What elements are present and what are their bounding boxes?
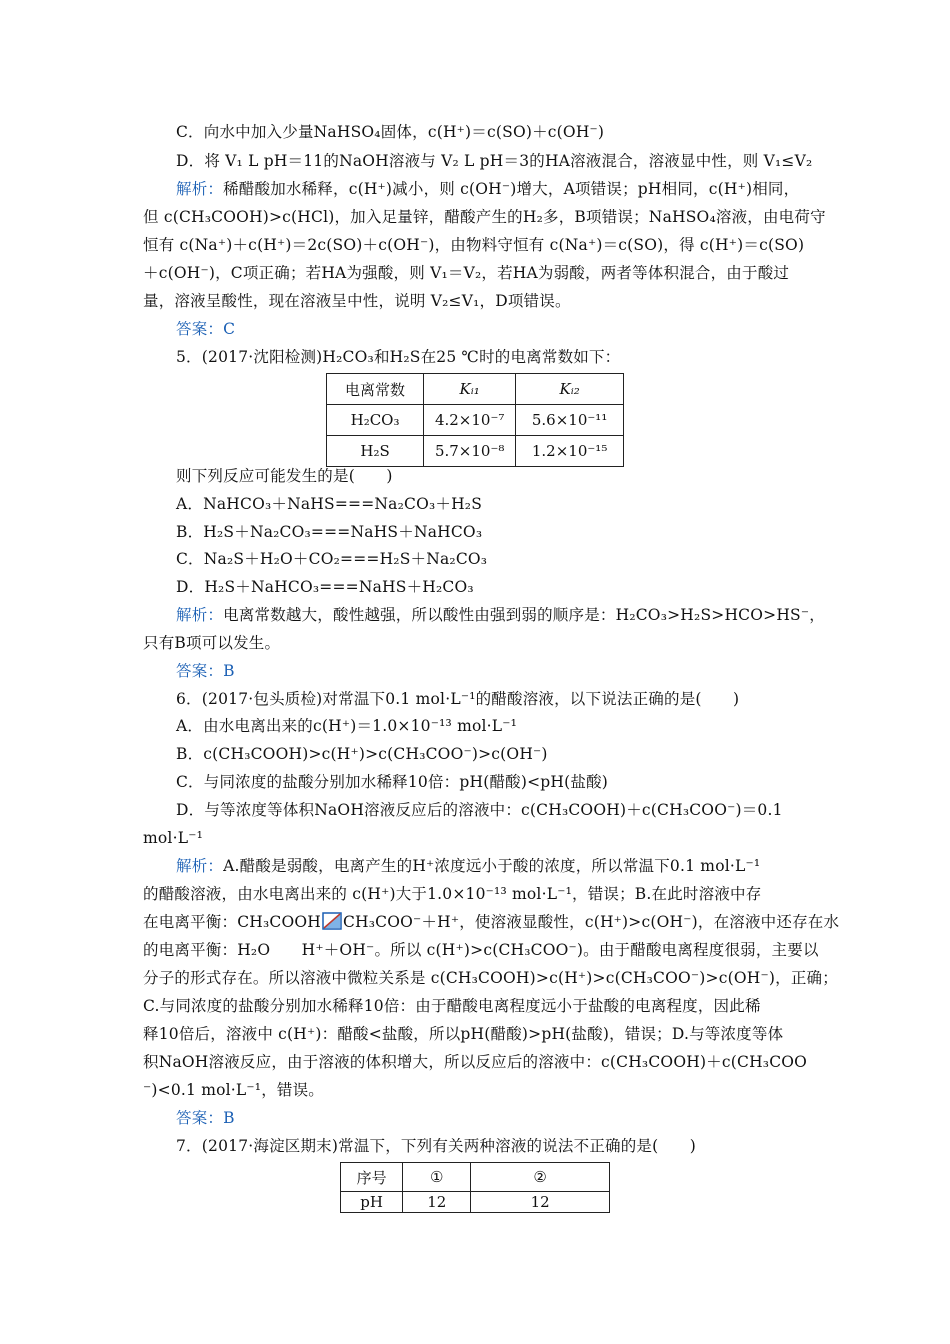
table-cell: 12 [403, 1192, 471, 1213]
table-header-cell: ① [403, 1163, 471, 1192]
table-cell: 12 [471, 1192, 610, 1213]
q7-ph-table [340, 1162, 610, 1213]
analysis-label: 解析： [176, 857, 224, 875]
table-row [327, 436, 624, 467]
q5-option-c: C．Na₂S＋H₂O＋CO₂===H₂S＋Na₂CO₃ [176, 550, 488, 568]
q6-option-c: C．与同浓度的盐酸分别加水稀释10倍：pH(醋酸)<pH(盐酸) [176, 773, 609, 791]
reversible-arrow-icon [322, 912, 342, 930]
q6-analysis-line-4: 的电离平衡：H₂O H⁺＋OH⁻。所以 c(H⁺)>c(CH₃COO⁻)。由于醋酸电离程度很弱，主要以 [143, 941, 819, 959]
table-header-row [327, 374, 624, 405]
table-cell: 1.2×10⁻¹⁵ [516, 436, 624, 467]
analysis-label: 解析： [176, 606, 224, 624]
table-header-row [341, 1163, 610, 1192]
q5-option-a: A．NaHCO₃＋NaHS===Na₂CO₃＋H₂S [176, 495, 483, 513]
q4-analysis-line-2: 但 c(CH₃COOH)>c(HCl)，加入足量锌，醋酸产生的H₂多，B项错误；NaHSO₄溶液，由电荷守 [143, 208, 826, 226]
q6-option-d-cont: mol·L⁻¹ [143, 829, 204, 847]
q6-analysis-line-2: 的醋酸溶液，由水电离出来的 c(H⁺)大于1.0×10⁻¹³ mol·L⁻¹，错误；B.在此时溶液中存 [143, 885, 762, 903]
table-row [341, 1192, 610, 1213]
table-header-cell: ② [471, 1163, 610, 1192]
q4-answer: 答案：C [176, 320, 236, 338]
q4-analysis-line-3: 恒有 c(Na⁺)＋c(H⁺)＝2c(SO)＋c(OH⁻)，由物料守恒有 c(Na⁺)＝c(SO)，得 c(H⁺)＝c(SO) [143, 236, 805, 254]
q6-analysis-line-9: ⁻)<0.1 mol·L⁻¹，错误。 [143, 1081, 324, 1099]
q5-option-b: B．H₂S＋Na₂CO₃===NaHS＋NaHCO₃ [176, 523, 483, 541]
q6-analysis-line-7: 释10倍后，溶液中 c(H⁺)：醋酸<盐酸，所以pH(醋酸)>pH(盐酸)，错误；D.与等浓度等体 [143, 1025, 784, 1043]
table-header-cell: 电离常数 [327, 374, 424, 405]
q4-option-c: C．向水中加入少量NaHSO₄固体，c(H⁺)＝c(SO)＋c(OH⁻) [176, 123, 605, 141]
q5-stem: 5．(2017·沈阳检测)H₂CO₃和H₂S在25 ℃时的电离常数如下： [176, 348, 621, 366]
q6-option-b: B．c(CH₃COOH)>c(H⁺)>c(CH₃COO⁻)>c(OH⁻) [176, 745, 548, 763]
q6-answer: 答案：B [176, 1109, 235, 1127]
table-cell: 5.6×10⁻¹¹ [516, 405, 624, 436]
q5-ionization-table [326, 373, 624, 467]
q6-analysis-line-1: 解析：A.醋酸是弱酸，电离产生的H⁺浓度远小于酸的浓度，所以常温下0.1 mol·L⁻¹ [176, 857, 761, 875]
table-cell: H₂S [327, 436, 424, 467]
q5-question: 则下列反应可能发生的是( ) [176, 467, 393, 485]
table-cell: 5.7×10⁻⁸ [424, 436, 516, 467]
table-header-cell: Kᵢ₁ [424, 374, 516, 405]
q4-analysis-line-4: ＋c(OH⁻)，C项正确；若HA为强酸，则 V₁＝V₂，若HA为弱酸，两者等体积混合，由于酸过 [143, 264, 790, 282]
table-cell: H₂CO₃ [327, 405, 424, 436]
q6-analysis-line-5: 分子的形式存在。所以溶液中微粒关系是 c(CH₃COOH)>c(H⁺)>c(CH₃COO⁻)>c(OH⁻)，正确； [143, 969, 838, 987]
q4-option-d: D．将 V₁ L pH＝11的NaOH溶液与 V₂ L pH＝3的HA溶液混合，溶液显中性，则 V₁≤V₂ [176, 152, 813, 170]
q6-option-a: A．由水电离出来的c(H⁺)＝1.0×10⁻¹³ mol·L⁻¹ [176, 717, 518, 735]
q6-option-d: D．与等浓度等体积NaOH溶液反应后的溶液中：c(CH₃COOH)＋c(CH₃COO⁻)＝0.1 [176, 801, 783, 819]
table-row [327, 405, 624, 436]
table-header-cell: 序号 [341, 1163, 403, 1192]
analysis-label: 解析： [176, 180, 224, 198]
q5-answer: 答案：B [176, 662, 235, 680]
q6-analysis-line-6: C.与同浓度的盐酸分别加水稀释10倍：由于醋酸电离程度远小于盐酸的电离程度，因此稀 [143, 997, 761, 1015]
q4-analysis-line-5: 量，溶液呈酸性，现在溶液呈中性，说明 V₂≤V₁，D项错误。 [143, 292, 571, 310]
q5-option-d: D．H₂S＋NaHCO₃===NaHS＋H₂CO₃ [176, 578, 474, 596]
q5-analysis-line-2: 只有B项可以发生。 [143, 634, 281, 652]
q6-stem: 6．(2017·包头质检)对常温下0.1 mol·L⁻¹的醋酸溶液，以下说法正确的是( ) [176, 690, 740, 708]
q5-analysis-line-1: 解析：电离常数越大，酸性越强，所以酸性由强到弱的顺序是：H₂CO₃>H₂S>HCO>HS⁻， [176, 606, 825, 624]
q6-analysis-line-8: 积NaOH溶液反应，由于溶液的体积增大，所以反应后的溶液中：c(CH₃COOH)＋c(CH₃COO [143, 1053, 808, 1071]
q6-analysis-line-3: 在电离平衡：CH₃COOH CH₃COO⁻＋H⁺，使溶液显酸性，c(H⁺)>c(OH⁻)，在溶液中还存在水 [143, 913, 840, 931]
q4-analysis-line-1: 解析：稀醋酸加水稀释，c(H⁺)减小，则 c(OH⁻)增大，A项错误；pH相同，c(H⁺)相同， [176, 180, 800, 198]
table-cell: pH [341, 1192, 403, 1213]
q7-stem: 7．(2017·海淀区期末)常温下，下列有关两种溶液的说法不正确的是( ) [176, 1137, 697, 1155]
table-header-cell: Kᵢ₂ [516, 374, 624, 405]
table-cell: 4.2×10⁻⁷ [424, 405, 516, 436]
